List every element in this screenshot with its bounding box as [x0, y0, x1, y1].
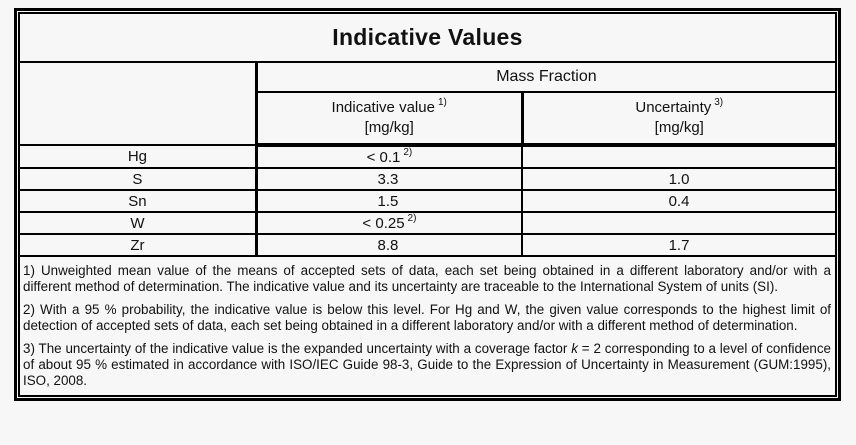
value-text: 8.8: [377, 236, 399, 254]
table-inner-frame: [18, 12, 837, 397]
uncertainty-cell: 1.7: [522, 234, 835, 255]
table-title: Indicative Values: [20, 14, 835, 62]
footnote-ref-2: 2): [403, 146, 413, 158]
table-outer-frame: [14, 8, 841, 401]
table-row-w: [20, 212, 835, 234]
footnote-1: 1) Unweighted mean value of the means of accepted sets of data, each set being obtained in a different laboratory and/or with a different method of determination. The indicative value and its uncertainty are traceable to the International System of units (SI).: [23, 263, 831, 294]
element-cell: Hg: [20, 145, 256, 168]
group-header-row: [20, 62, 835, 92]
indicative-value-cell: [256, 190, 522, 212]
footnote-3-text-end: = 2 corresponding to a level of confidence of about 95 % estimated in accordance with ISO/IEC Guide 98-3, Guide to the Expression of Uncertainty in Measurement (GUM:1995), ISO, 2008.: [23, 341, 831, 388]
indicative-value-cell: [256, 145, 522, 168]
indicative-value-column-header: [256, 92, 522, 145]
uncertainty-column-header: [522, 92, 835, 145]
indicative-value-label: Indicative value: [331, 99, 435, 116]
indicative-value-cell: [256, 168, 522, 190]
uncertainty-cell: [522, 145, 835, 168]
footnotes-section: [20, 255, 835, 395]
table-row-sn: [20, 190, 835, 212]
footnote-ref-3: 3): [714, 97, 724, 108]
title-row: [20, 14, 835, 62]
uncertainty-unit: [mg/kg]: [654, 119, 704, 136]
element-cell: W: [20, 212, 256, 234]
uncertainty-cell: 1.0: [522, 168, 835, 190]
document-page: [0, 8, 856, 445]
value-text: < 0.25: [362, 214, 405, 232]
mass-fraction-header: Mass Fraction: [256, 62, 835, 92]
table-row-zr: [20, 234, 835, 255]
element-cell: S: [20, 168, 256, 190]
footnote-3-text: 3) The uncertainty of the indicative value is the expanded uncertainty with a coverage factor: [23, 341, 572, 356]
uncertainty-label: Uncertainty: [635, 99, 712, 116]
indicative-values-table: [20, 14, 835, 255]
table-row-hg: [20, 145, 835, 168]
footnote-3: [23, 341, 831, 389]
table-row-s: [20, 168, 835, 190]
uncertainty-cell: 0.4: [522, 190, 835, 212]
footnote-ref-2: 2): [407, 212, 417, 224]
value-text: 1.5: [377, 192, 399, 210]
indicative-value-cell: [256, 234, 522, 255]
value-text: 3.3: [377, 170, 399, 188]
empty-corner-cell: [20, 62, 256, 145]
footnote-ref-1: 1): [437, 97, 447, 108]
indicative-value-cell: [256, 212, 522, 234]
footnote-2: 2) With a 95 % probability, the indicative value is below this level. For Hg and W, the given value corresponds to the highest limit of detection of accepted sets of data, each set being obtained in a different laboratory and/or with a different method of determination.: [23, 302, 831, 333]
element-cell: Sn: [20, 190, 256, 212]
element-cell: Zr: [20, 234, 256, 255]
value-text: < 0.1: [366, 148, 401, 166]
coverage-factor-k: k: [571, 341, 578, 356]
uncertainty-cell: [522, 212, 835, 234]
indicative-value-unit: [mg/kg]: [364, 119, 414, 136]
